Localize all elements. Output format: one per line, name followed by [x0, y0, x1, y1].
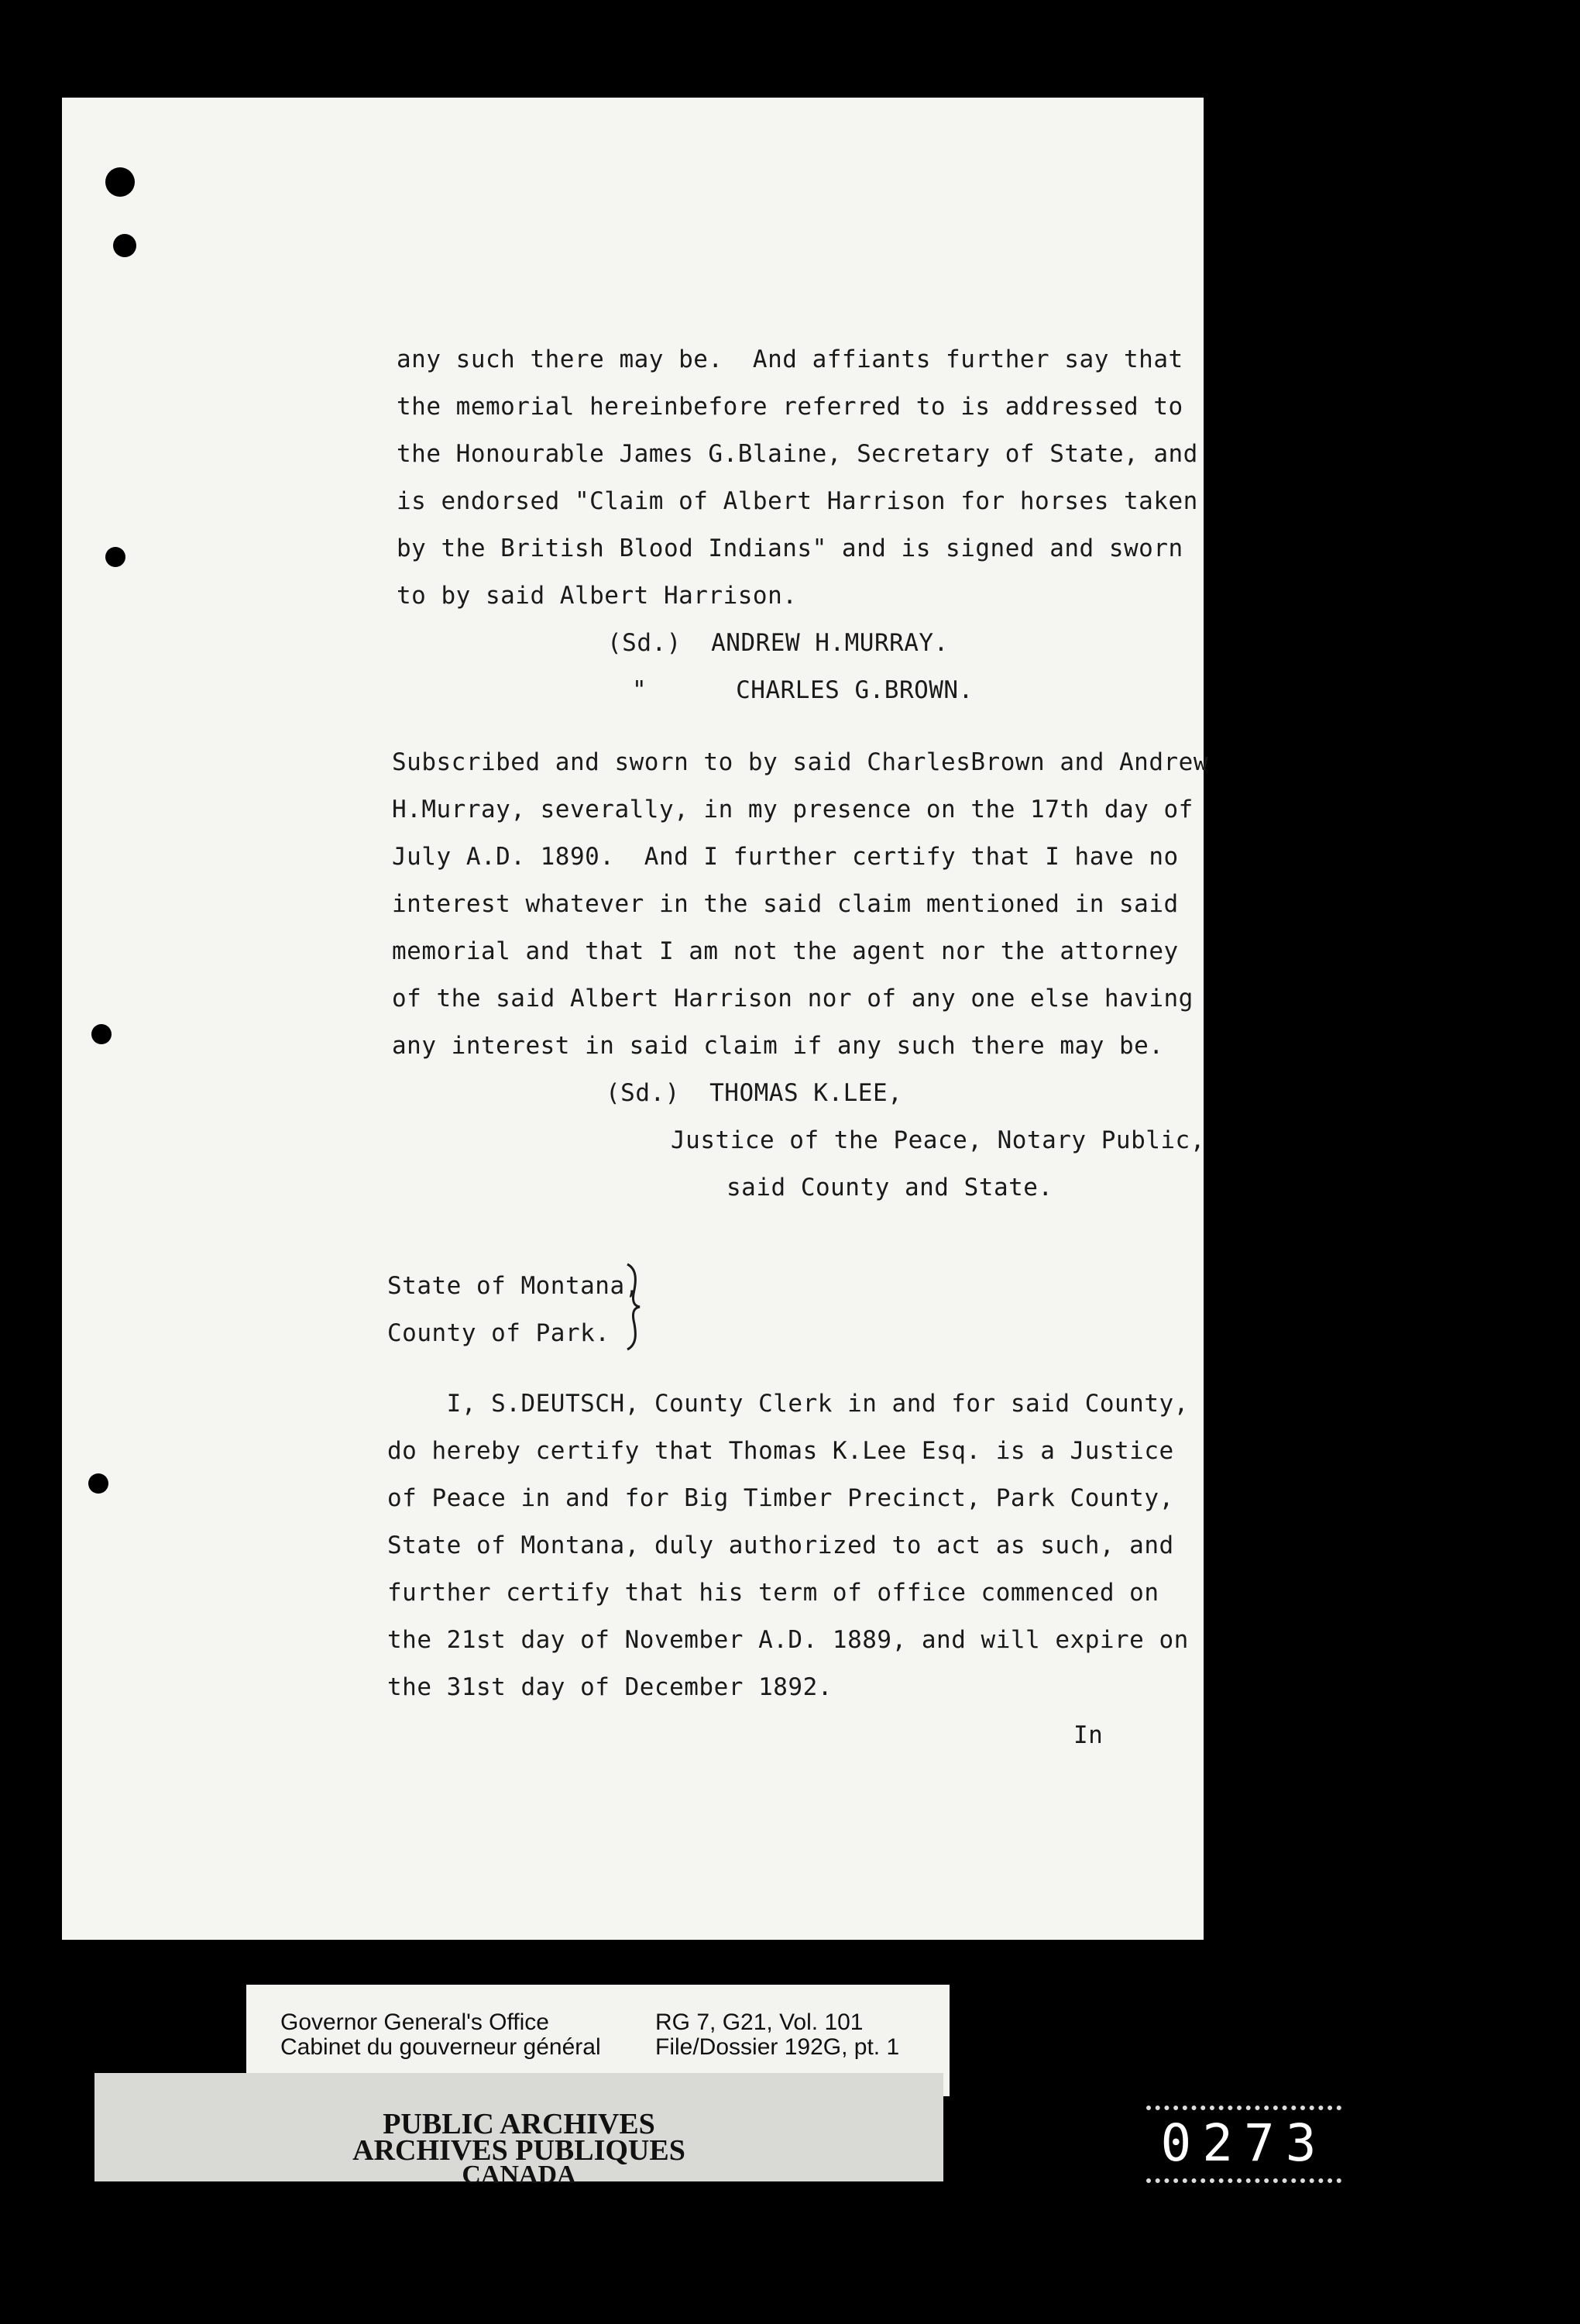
body-line: the memorial hereinbefore referred to is addressed to: [397, 393, 1183, 421]
archives-stamp: [94, 2073, 943, 2189]
venue-county: County of Park.: [387, 1319, 610, 1347]
frame-number-digits: 0273: [1160, 2113, 1328, 2173]
stamp-line: PUBLIC ARCHIVES: [383, 2108, 655, 2140]
subscribed-line: Subscribed and sworn to by said CharlesBrown and Andrew: [392, 748, 1208, 776]
signature-lee-title: said County and State.: [726, 1174, 1053, 1202]
signature-murray: (Sd.) ANDREW H.MURRAY.: [607, 629, 949, 657]
signature-brown: " CHARLES G.BROWN.: [632, 676, 974, 704]
body-line: to by said Albert Harrison.: [397, 582, 798, 610]
binder-hole: [105, 167, 135, 197]
body-line: the Honourable James G.Blaine, Secretary of State, and: [397, 440, 1198, 468]
office-name-en: Governor General's Office: [280, 2009, 549, 2035]
binder-hole: [105, 547, 125, 567]
subscribed-line: of the said Albert Harrison nor of any one else having: [392, 985, 1194, 1012]
certificate-line: further certify that his term of office commenced on: [387, 1579, 1159, 1607]
binder-hole: [113, 234, 136, 257]
certificate-line: the 31st day of December 1892.: [387, 1673, 833, 1701]
body-line: any such there may be. And affiants further say that: [397, 346, 1183, 373]
binder-hole: [88, 1473, 108, 1494]
venue-bracket: [624, 1263, 641, 1351]
signature-lee-title: Justice of the Peace, Notary Public,: [671, 1126, 1205, 1154]
venue-state: State of Montana,: [387, 1272, 640, 1300]
stamp-line: ARCHIVES PUBLIQUES: [352, 2134, 685, 2167]
catchword: In: [1073, 1721, 1104, 1749]
certificate-line: I, S.DEUTSCH, County Clerk in and for said County,: [387, 1390, 1189, 1418]
subscribed-line: interest whatever in the said claim mentioned in said: [392, 890, 1179, 918]
certificate-line: the 21st day of November A.D. 1889, and will expire on: [387, 1626, 1189, 1654]
subscribed-line: July A.D. 1890. And I further certify that I have no: [392, 843, 1179, 871]
body-line: is endorsed "Claim of Albert Harrison for horses taken: [397, 487, 1198, 515]
subscribed-line: H.Murray, severally, in my presence on the 17th day of: [392, 796, 1194, 823]
subscribed-line: any interest in said claim if any such there may be.: [392, 1032, 1164, 1060]
office-name-fr: Cabinet du gouverneur général: [280, 2034, 601, 2060]
microfilm-frame-number: [1146, 2106, 1341, 2183]
record-group-ref: RG 7, G21, Vol. 101: [655, 2009, 864, 2035]
stamp-line: CANADA: [462, 2161, 576, 2189]
certificate-line: State of Montana, duly authorized to act as such, and: [387, 1532, 1174, 1559]
certificate-line: of Peace in and for Big Timber Precinct, Park County,: [387, 1484, 1174, 1512]
document-page: [62, 98, 1208, 1940]
binder-hole: [91, 1024, 112, 1044]
subscribed-line: memorial and that I am not the agent nor the attorney: [392, 937, 1179, 965]
body-line: by the British Blood Indians" and is signed and sworn: [397, 535, 1183, 562]
certificate-line: do hereby certify that Thomas K.Lee Esq. is a Justice: [387, 1437, 1174, 1465]
file-ref: File/Dossier 192G, pt. 1: [655, 2034, 900, 2060]
signature-lee: (Sd.) THOMAS K.LEE,: [606, 1079, 903, 1107]
